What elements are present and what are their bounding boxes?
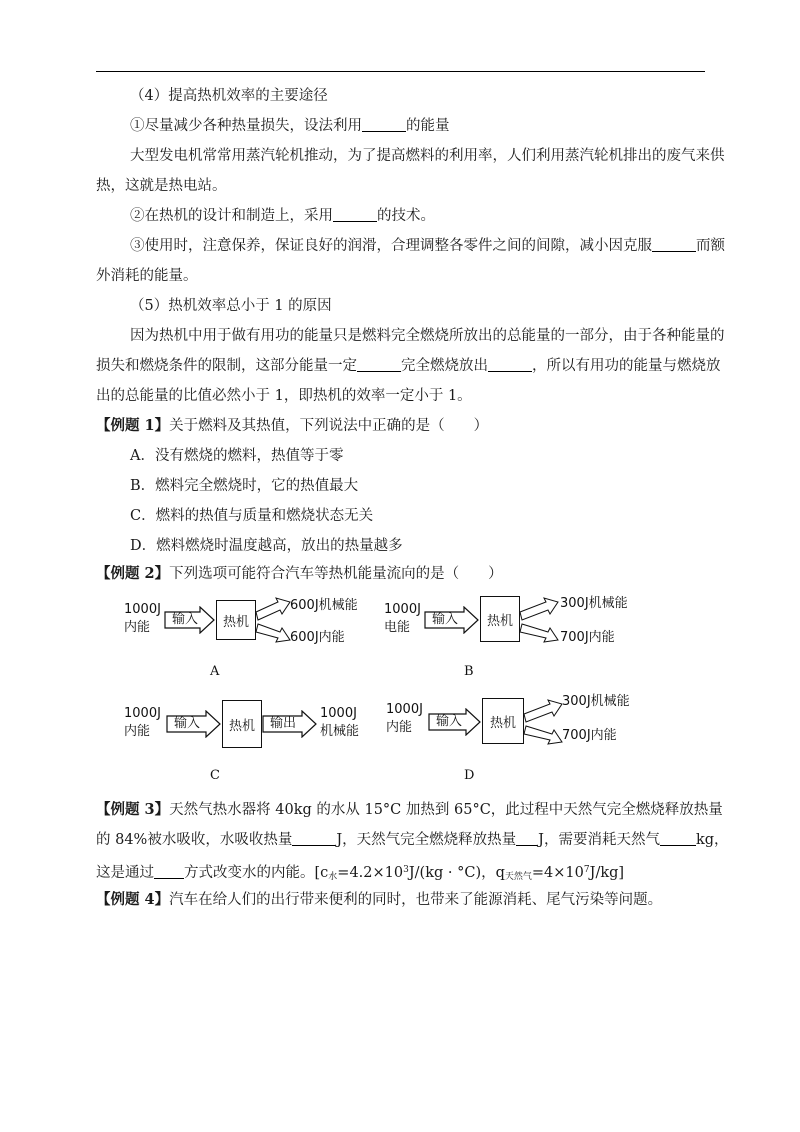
input-amount: 1000J	[384, 602, 421, 617]
output1-label: 300J机械能	[562, 694, 630, 709]
option-letter: B	[464, 664, 474, 679]
engine-box: 热机	[480, 596, 520, 642]
answer-blank[interactable]	[357, 357, 401, 372]
answer-blank[interactable]	[516, 831, 538, 846]
example-tag: 【例题 3】	[96, 801, 170, 818]
section5-line2: 损失和燃烧条件的限制，这部分能量一定 完全燃烧放出 ，所以有用功的能量与燃烧放	[96, 358, 721, 374]
section4-para1-line1: 大型发电机常常用蒸汽轮机推动，为了提高燃料的利用率，人们利用蒸汽轮机排出的废气来供	[130, 148, 725, 164]
diagram-c[interactable]	[120, 698, 380, 788]
example4-line: 【例题 4】汽车在给人们的出行带来便利的同时，也带来了能源消耗、尾气污染等问题。	[96, 891, 663, 908]
answer-blank[interactable]	[154, 864, 184, 879]
section5-line1: 因为热机中用于做有用功的能量只是燃料完全燃烧所放出的总能量的一部分，由于各种能量的	[130, 328, 725, 344]
input-arrow-label: 输入	[174, 716, 201, 731]
output-arrows	[254, 594, 292, 646]
input-kind: 电能	[384, 620, 411, 635]
input-arrow-label: 输入	[172, 612, 199, 627]
header-rule	[96, 71, 705, 72]
engine-box: 热机	[216, 600, 256, 640]
option-letter: A	[210, 664, 220, 679]
example1-question: 【例题 1】关于燃料及其热值，下列说法中正确的是（ ）	[96, 417, 489, 434]
example1-option-a[interactable]: A．没有燃烧的燃料，热值等于零	[130, 448, 344, 464]
answer-blank[interactable]	[292, 831, 336, 846]
input-kind: 内能	[124, 724, 151, 739]
example-tag: 【例题 1】	[96, 417, 170, 434]
answer-blank[interactable]	[362, 117, 406, 132]
engine-box: 热机	[222, 700, 262, 748]
input-amount: 1000J	[124, 602, 161, 617]
output-arrows	[522, 694, 564, 748]
example3-line2: 的 84%被水吸收，水吸收热量 J，天然气完全燃烧释放热量 J，需要消耗天然气 kg，	[96, 832, 729, 848]
input-arrow-label: 输入	[436, 714, 463, 729]
example3-line1: 【例题 3】天然气热水器将 40kg 的水从 15°C 加热到 65°C，此过程中天然气完全燃烧释放热量	[96, 801, 723, 818]
output2-label: 700J内能	[560, 630, 615, 645]
example1-option-d[interactable]: D．燃料燃烧时温度越高，放出的热量越多	[130, 538, 403, 554]
output1-label: 600J机械能	[290, 598, 358, 613]
input-arrow-label: 输入	[432, 612, 459, 627]
example1-option-c[interactable]: C．燃料的热值与质量和燃烧状态无关	[130, 508, 374, 524]
option-letter: C	[210, 768, 220, 783]
answer-blank[interactable]	[333, 207, 377, 222]
input-amount: 1000J	[386, 702, 423, 717]
answer-blank[interactable]	[652, 237, 696, 252]
diagram-b[interactable]	[380, 592, 650, 682]
example2-question: 【例题 2】下列选项可能符合汽车等热机能量流向的是（ ）	[96, 565, 503, 582]
section4-item2: ②在热机的设计和制造上，采用 的技术。	[130, 208, 435, 224]
output2-label: 600J内能	[290, 630, 345, 645]
example3-line3: 这是通过 方式改变水的内能。[$c_水=4.2\times 10^3J/(kg \cdot ^\circ C)$，$q_{天然气}=4\times 10^7J/kg$]	[96, 865, 625, 882]
input-amount: 1000J	[124, 706, 161, 721]
section5-line3: 出的总能量的比值必然小于 1，即热机的效率一定小于 1。	[96, 388, 472, 404]
answer-blank[interactable]	[488, 357, 532, 372]
diagram-d[interactable]	[384, 692, 654, 788]
example-tag: 【例题 4】	[96, 891, 170, 908]
section4-para1-line2: 热，这就是热电站。	[96, 178, 227, 194]
section4-heading: （4）提高热机效率的主要途径	[130, 88, 328, 104]
example-tag: 【例题 2】	[96, 565, 170, 582]
section5-heading: （5）热机效率总小于 1 的原因	[130, 298, 332, 314]
output1-label: 300J机械能	[560, 596, 628, 611]
output-kind: 机械能	[320, 724, 360, 739]
input-kind: 内能	[386, 720, 413, 735]
option-letter: D	[464, 768, 475, 783]
section4-item1: ①尽量减少各种热量损失，设法利用 的能量	[130, 118, 450, 134]
output2-label: 700J内能	[562, 728, 617, 743]
section4-item3-line2: 外消耗的能量。	[96, 268, 198, 284]
output-amount: 1000J	[320, 706, 357, 721]
output-arrows	[518, 592, 560, 646]
engine-box: 热机	[482, 698, 524, 744]
example1-option-b[interactable]: B．燃料完全燃烧时，它的热值最大	[130, 478, 359, 494]
section4-item3-line1: ③使用时，注意保养，保证良好的润滑，合理调整各零件之间的间隙，减小因克服 而额	[130, 238, 725, 254]
answer-blank[interactable]	[660, 831, 696, 846]
output-arrow-label: 输出	[270, 716, 297, 731]
input-kind: 内能	[124, 620, 151, 635]
diagram-a[interactable]	[120, 592, 380, 682]
